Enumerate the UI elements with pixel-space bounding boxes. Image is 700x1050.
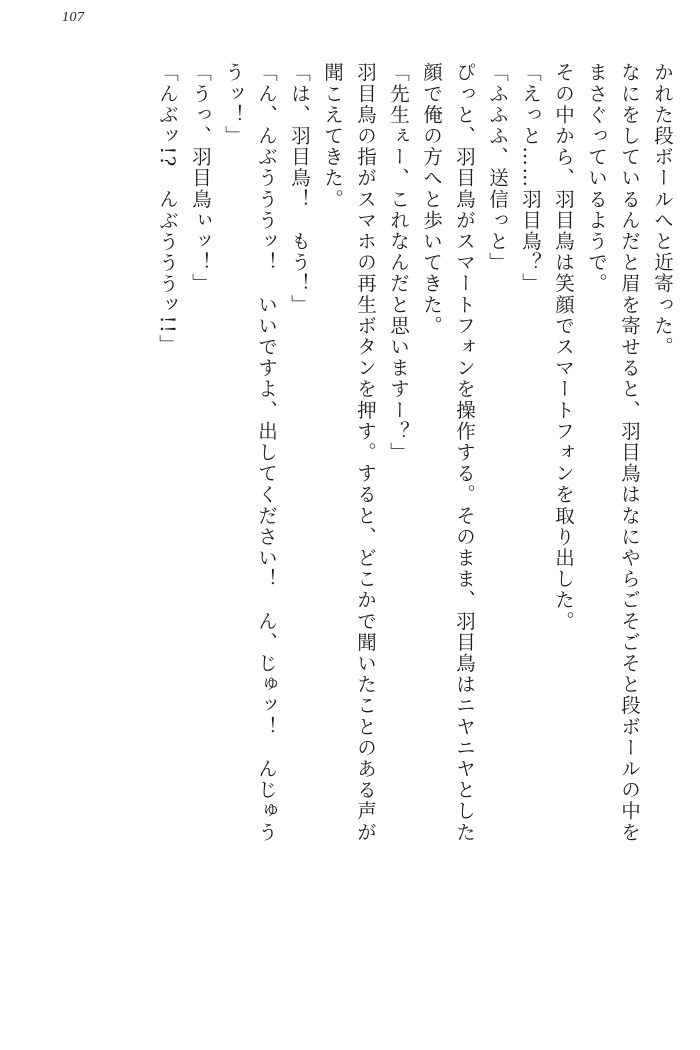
text-line: まさぐっているようで。	[585, 62, 608, 295]
text-line: 「えっと……羽目鳥？」	[519, 62, 542, 295]
text-line: 「は、羽目鳥！ もう！」	[288, 62, 311, 316]
text-line: 「んぶッ!? んぶうううッ!!」	[156, 62, 179, 356]
text-line: 聞こえてきた。	[321, 62, 344, 210]
text-line: 「ふふふ、送信っと」	[486, 62, 509, 273]
vertical-text-block	[28, 62, 672, 1022]
text-line: 「先生ぇー、これなんだと思いますー？」	[387, 62, 410, 463]
text-line: 「ん、んぶうううッ！ いいですよ、出してください！ ん、じゅッ！ んじゅう	[255, 62, 278, 843]
text-line: 顔で俺の方へと歩いてきた。	[420, 62, 443, 337]
text-line: ぴっと、羽目鳥がスマートフォンを操作する。そのまま、羽目鳥はニヤニヤとした	[453, 62, 476, 843]
text-line: その中から、羽目鳥は笑顔でスマートフォンを取り出した。	[552, 62, 575, 632]
text-line: なにをしているんだと眉を寄せると、羽目鳥はなにやらごそごそと段ボールの中を	[618, 62, 641, 843]
text-line: 「うっ、羽目鳥ぃッ！」	[189, 62, 212, 295]
page-number: 107	[62, 10, 85, 25]
text-line: うッ！」	[222, 62, 245, 147]
text-line: かれた段ボールへと近寄った。	[651, 62, 674, 358]
text-line: 羽目鳥の指がスマホの再生ボタンを押す。すると、どこかで聞いたことのある声が	[354, 62, 377, 843]
